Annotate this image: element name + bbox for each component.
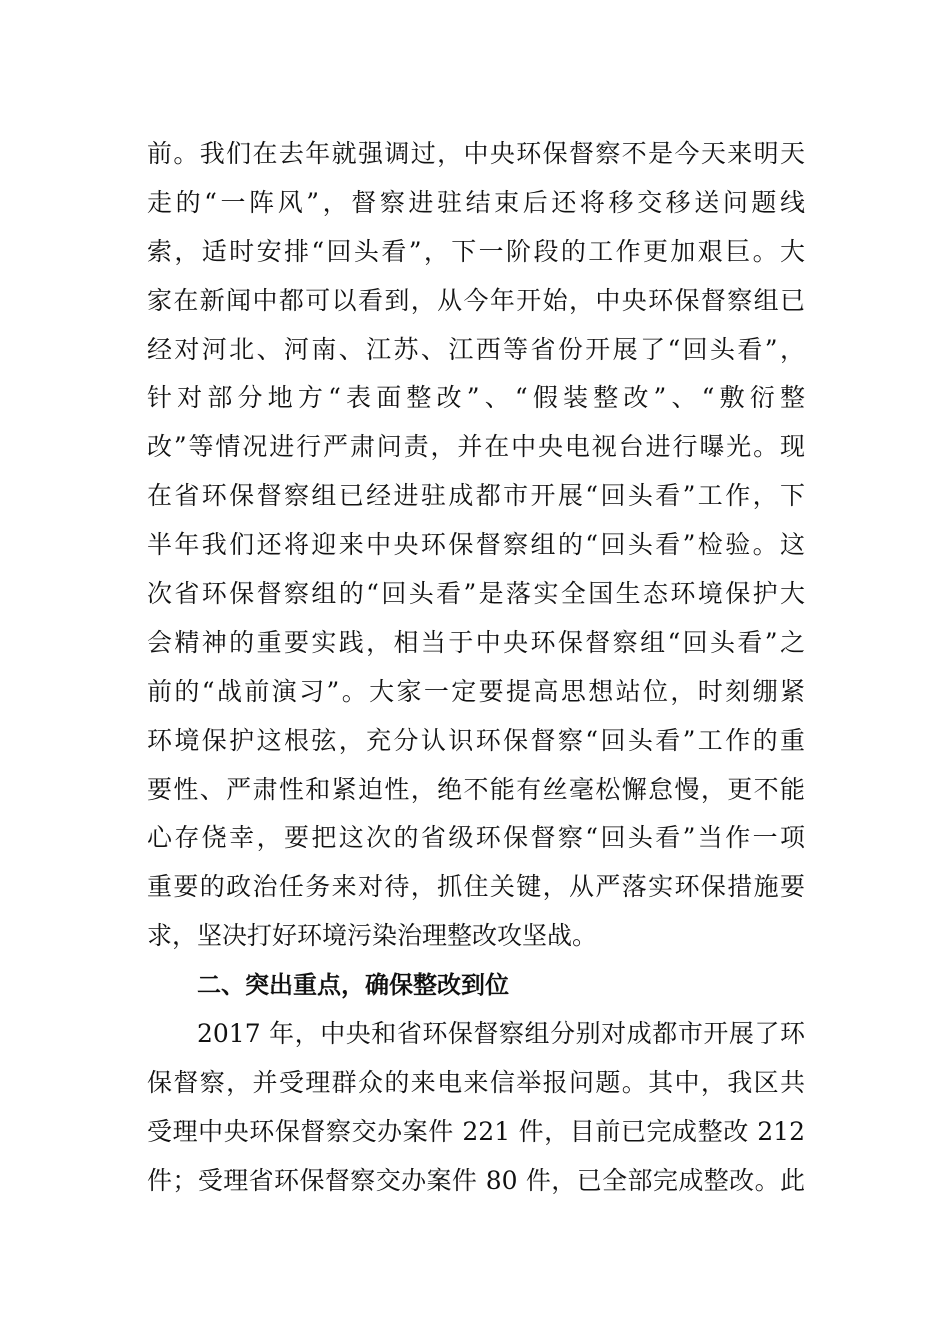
text-line: 会精神的重要实践，相当于中央环保督察组“回头看”之: [147, 627, 805, 657]
text-line: 重要的政治任务来对待，抓住关键，从严落实环保措施要: [147, 872, 805, 902]
text-line: 前。我们在去年就强调过，中央环保督察不是今天来明天: [147, 139, 805, 168]
paragraph-2: [147, 1010, 805, 1206]
text-line: 件；受理省环保督察交办案件 80 件，已全部完成整改。此: [147, 1165, 805, 1195]
document-body: [147, 130, 805, 1206]
text-line: 次省环保督察组的“回头看”是落实全国生态环境保护大: [147, 579, 805, 609]
section-heading: 二、突出重点，确保整改到位: [197, 971, 509, 1000]
text-line: 改”等情况进行严肃问责，并在中央电视台进行曝光。现: [147, 432, 805, 462]
text-line: 前的“战前演习”。大家一定要提高思想站位，时刻绷紧: [147, 676, 805, 706]
text-line: 走的“一阵风”，督察进驻结束后还将移交移送问题线: [147, 187, 805, 217]
text-line: 求，坚决打好环境污染治理整改攻坚战。: [147, 921, 598, 951]
text-line: 经对河北、河南、江苏、江西等省份开展了“回头看”，: [147, 334, 805, 364]
text-line: 心存侥幸，要把这次的省级环保督察“回头看”当作一项: [147, 823, 805, 853]
text-line: 针对部分地方“表面整改”、“假装整改”、“敷衍整: [147, 383, 805, 413]
text-line: 2017 年，中央和省环保督察组分别对成都市开展了环: [197, 1019, 805, 1049]
text-line: 家在新闻中都可以看到，从今年开始，中央环保督察组已: [147, 285, 805, 315]
text-line: 环境保护这根弦，充分认识环保督察“回头看”工作的重: [147, 725, 805, 755]
text-line: 要性、严肃性和紧迫性，绝不能有丝毫松懈怠慢，更不能: [147, 774, 805, 804]
text-line: 半年我们还将迎来中央环保督察组的“回头看”检验。这: [147, 530, 805, 560]
text-line: 受理中央环保督察交办案件 221 件，目前已完成整改 212: [147, 1116, 805, 1146]
text-line: 保督察，并受理群众的来电来信举报问题。其中，我区共: [147, 1067, 805, 1097]
paragraph-1: [147, 130, 805, 961]
text-line: 索，适时安排“回头看”，下一阶段的工作更加艰巨。大: [147, 236, 805, 266]
text-line: 在省环保督察组已经进驻成都市开展“回头看”工作，下: [147, 481, 805, 511]
